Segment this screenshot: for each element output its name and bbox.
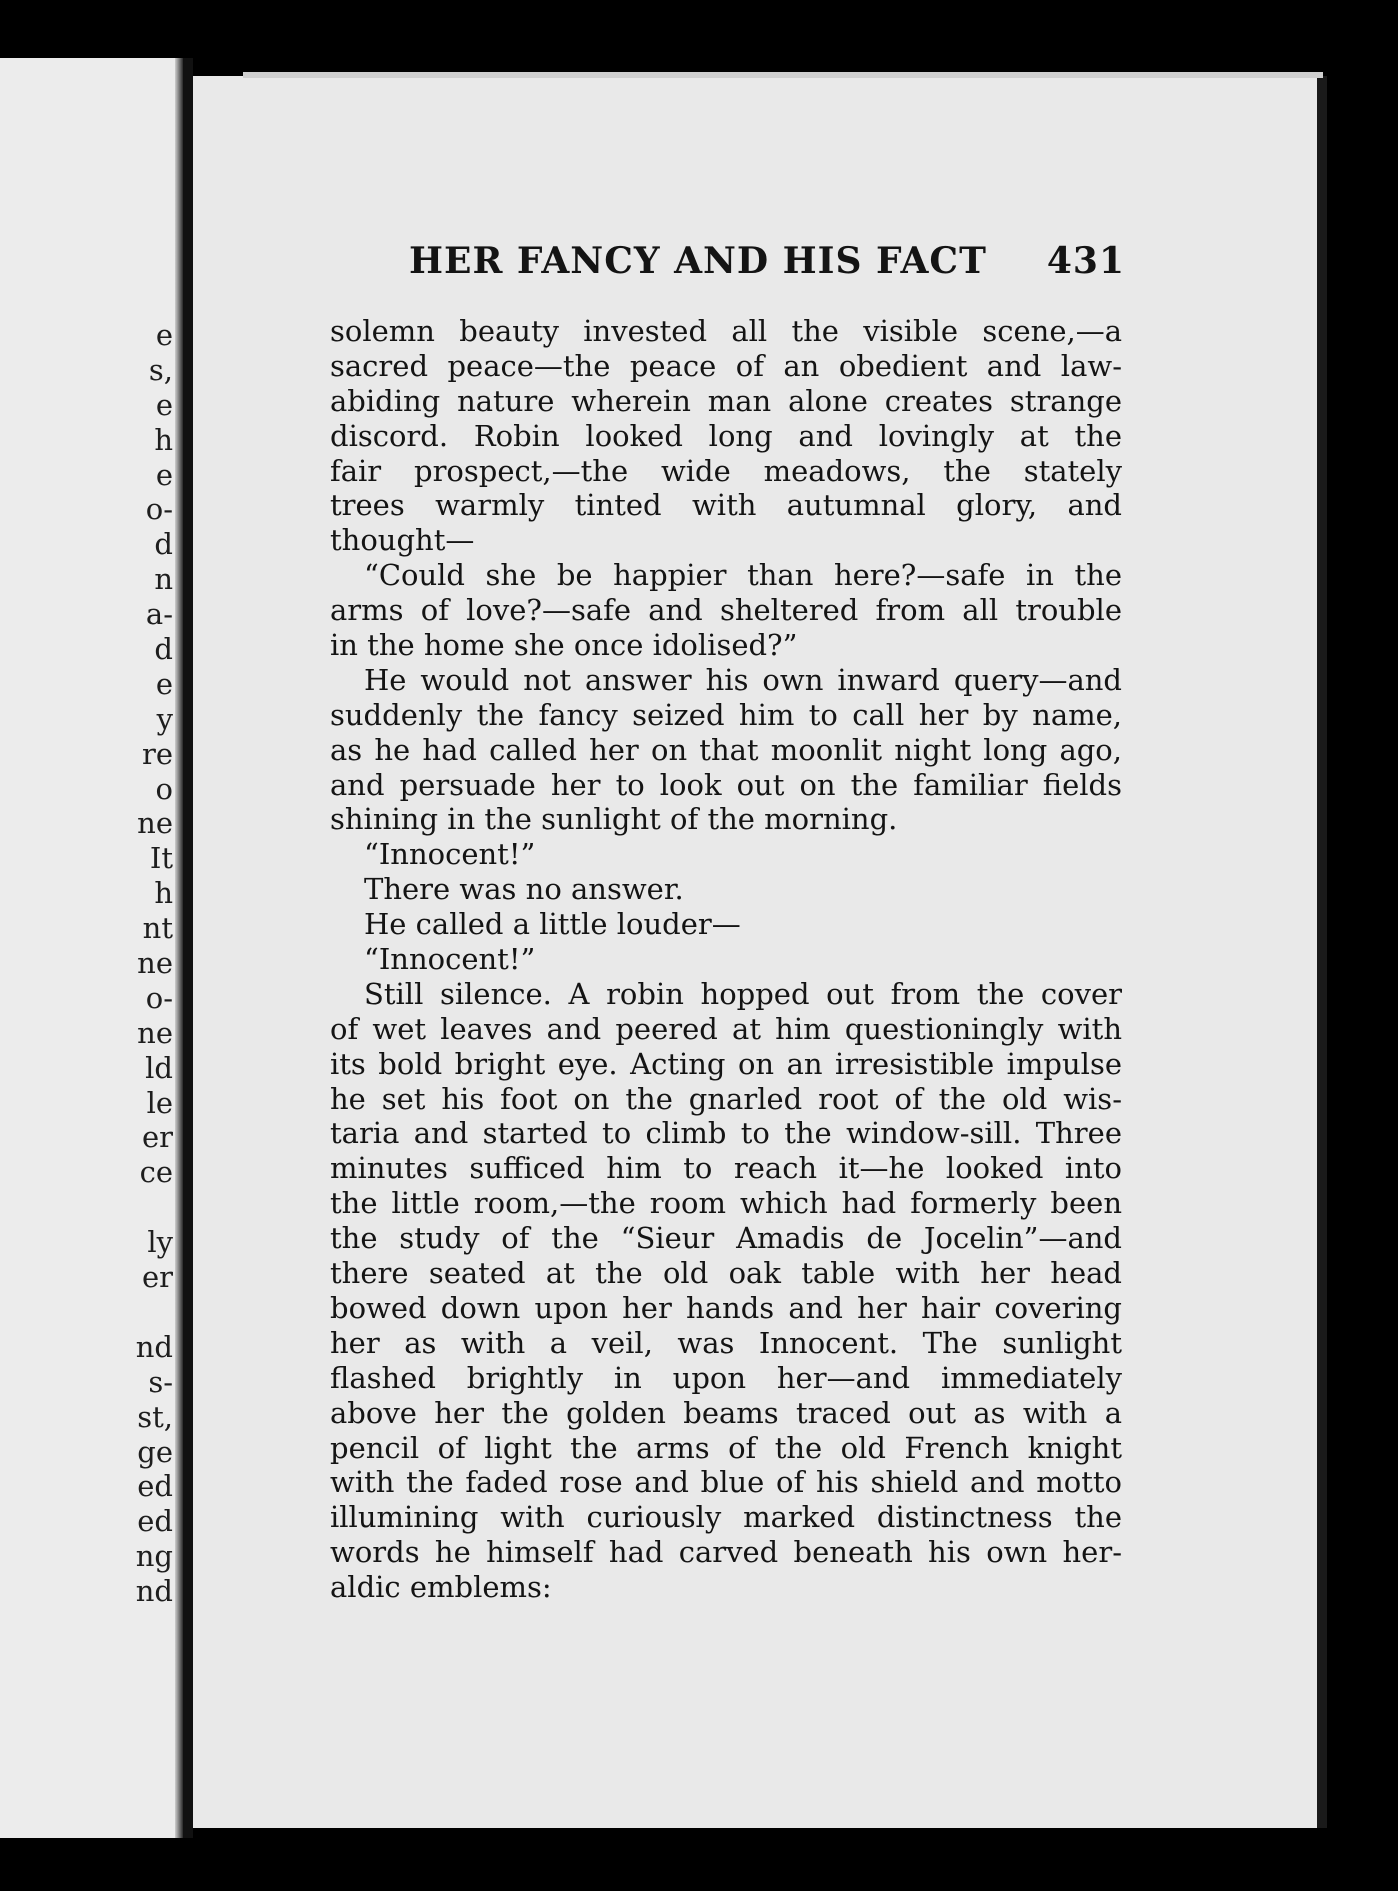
text-line: as he had called her on that moonlit night long ago, <box>330 732 1122 767</box>
text-line: the study of the “Sieur Amadis de Jocelin”—and <box>330 1221 1122 1256</box>
page-top-edge <box>243 72 1323 78</box>
facing-line: er <box>141 1120 173 1155</box>
text-line: Still silence. A robin hopped out from the cover <box>364 976 1122 1011</box>
facing-line: ce <box>139 1155 173 1190</box>
facing-page <box>0 58 183 1838</box>
text-line: “Innocent!” <box>364 837 536 872</box>
text-line: trees warmly tinted with autumnal glory, and <box>330 488 1122 523</box>
facing-line: n <box>154 562 173 597</box>
text-line: bowed down upon her hands and her hair covering <box>330 1290 1122 1325</box>
text-line: aldic emblems: <box>330 1570 552 1605</box>
text-line: sacred peace—the peace of an obedient and law- <box>330 348 1122 383</box>
text-line: its bold bright eye. Acting on an irresistible impulse <box>330 1046 1122 1081</box>
facing-line: a- <box>145 597 173 632</box>
text-line: the little room,—the room which had formerly been <box>330 1186 1122 1221</box>
text-line: pencil of light the arms of the old French knight <box>330 1430 1122 1465</box>
text-line: suddenly the fancy seized him to call her by name, <box>330 697 1122 732</box>
facing-line: e <box>155 457 173 492</box>
book-page <box>193 76 1327 1828</box>
facing-page-text <box>0 318 175 1609</box>
text-line: her as with a veil, was Innocent. The sunlight <box>330 1325 1122 1360</box>
text-line: “Innocent!” <box>364 942 536 977</box>
facing-line: st, <box>137 1399 173 1434</box>
running-title: HER FANCY AND HIS FACT <box>409 240 987 282</box>
facing-line: ed <box>137 1469 173 1504</box>
page-number: 431 <box>1046 240 1125 282</box>
text-line: with the faded rose and blue of his shield and motto <box>330 1465 1122 1500</box>
facing-line: o <box>155 771 173 806</box>
text-line: he set his foot on the gnarled root of the old wis- <box>330 1081 1122 1116</box>
facing-line: d <box>154 527 173 562</box>
text-line: of wet leaves and peered at him questioningly with <box>330 1011 1122 1046</box>
facing-line: h <box>154 422 173 457</box>
text-line: in the home she once idolised?” <box>330 628 798 663</box>
facing-line: o- <box>145 980 173 1015</box>
text-line: flashed brightly in upon her—and immediately <box>330 1360 1122 1395</box>
text-line: minutes sufficed him to reach it—he looked into <box>330 1151 1122 1186</box>
text-line: arms of love?—safe and sheltered from all trouble <box>330 593 1122 628</box>
text-line: above her the golden beams traced out as with a <box>330 1395 1122 1430</box>
facing-line: le <box>146 1085 173 1120</box>
facing-line: nd <box>135 1329 173 1364</box>
text-line: “Could she be happier than here?—safe in the <box>364 558 1122 593</box>
text-line: discord. Robin looked long and lovingly at the <box>330 418 1122 453</box>
text-line: thought— <box>330 523 475 558</box>
facing-line <box>0 1190 175 1225</box>
facing-line: ly <box>147 1225 173 1260</box>
facing-line: ge <box>137 1434 173 1469</box>
facing-line <box>0 1295 175 1330</box>
facing-line: o- <box>145 492 173 527</box>
text-line: abiding nature wherein man alone creates strange <box>330 383 1122 418</box>
facing-line: e <box>155 666 173 701</box>
facing-line: er <box>141 1260 173 1295</box>
facing-line: nt <box>142 911 173 946</box>
text-line: words he himself had carved beneath his own her- <box>330 1535 1122 1570</box>
facing-line: ne <box>137 1015 173 1050</box>
facing-line: ed <box>137 1504 173 1539</box>
text-line: taria and started to climb to the window-sill. Three <box>330 1116 1122 1151</box>
facing-line: re <box>141 736 173 771</box>
facing-line: ne <box>137 946 173 981</box>
facing-line: h <box>154 876 173 911</box>
text-line: there seated at the old oak table with her head <box>330 1256 1122 1291</box>
text-line: fair prospect,—the wide meadows, the stately <box>330 453 1122 488</box>
facing-line: e <box>155 387 173 422</box>
book-binding <box>183 58 193 1838</box>
facing-line: ld <box>145 1050 173 1085</box>
text-line: He called a little louder— <box>364 907 741 942</box>
page-header <box>409 240 1125 290</box>
facing-line: e <box>155 318 173 352</box>
text-line: There was no answer. <box>364 872 684 907</box>
facing-line: d <box>154 632 173 667</box>
text-line: solemn beauty invested all the visible scene,—a <box>330 314 1122 348</box>
text-line: He would not answer his own inward query—and <box>364 662 1122 697</box>
facing-line: s- <box>148 1364 173 1399</box>
facing-line: It <box>149 841 173 876</box>
text-line: and persuade her to look out on the familiar fields <box>330 767 1122 802</box>
body-text <box>330 314 1122 1605</box>
facing-line: ne <box>137 806 173 841</box>
text-line: illumining with curiously marked distinctness the <box>330 1500 1122 1535</box>
facing-line: ng <box>135 1539 173 1574</box>
facing-line: nd <box>135 1574 173 1609</box>
page-gutter <box>175 58 183 1838</box>
facing-line: y <box>156 701 173 736</box>
text-line: shining in the sunlight of the morning. <box>330 802 898 837</box>
facing-line: s, <box>148 352 173 387</box>
